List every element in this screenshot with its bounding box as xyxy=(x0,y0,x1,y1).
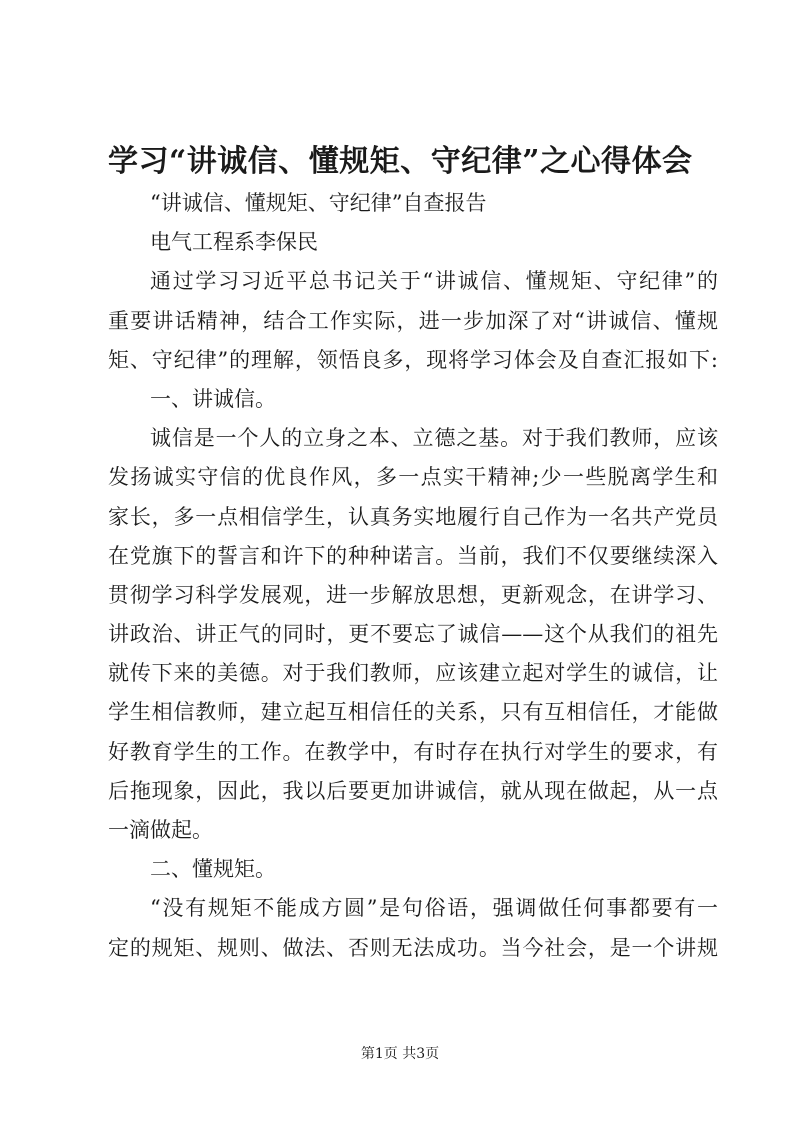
paragraph-line: 好教育学生的工作。在教学中，有时存在执行对学生的要求，有 xyxy=(108,739,718,764)
paragraph-line: 矩、守纪律”的理解，领悟良多，现将学习体会及自查汇报如下: xyxy=(108,347,718,372)
paragraph-line: 学生相信教师，建立起互相信任的关系，只有互相信任，才能做 xyxy=(108,700,718,725)
paragraph-line: 贯彻学习科学发展观，进一步解放思想，更新观念，在讲学习、 xyxy=(108,582,718,607)
author-line: 电气工程系李保民 xyxy=(150,230,318,255)
paragraph-line: 定的规矩、规则、做法、否则无法成功。当今社会，是一个讲规 xyxy=(108,935,718,960)
paragraph-line: 诚信是一个人的立身之本、立德之基。对于我们教师，应该 xyxy=(150,426,718,451)
paragraph-line: 通过学习习近平总书记关于“讲诚信、懂规矩、守纪律”的 xyxy=(150,269,718,294)
paragraph-line: 就传下来的美德。对于我们教师，应该建立起对学生的诚信，让 xyxy=(108,661,718,686)
paragraph-line: 后拖现象，因此，我以后要更加讲诚信，就从现在做起，从一点 xyxy=(108,778,718,803)
page-number-text: 第1页 共3页 xyxy=(360,1046,440,1062)
paragraph-line: 讲政治、讲正气的同时，更不要忘了诚信——这个从我们的祖先 xyxy=(108,622,718,647)
paragraph-line: 重要讲话精神，结合工作实际，进一步加深了对“讲诚信、懂规 xyxy=(108,308,718,333)
paragraph-line: 一滴做起。 xyxy=(108,818,213,842)
paragraph-line: “没有规矩不能成方圆”是句俗语，强调做任何事都要有一 xyxy=(150,896,718,921)
paragraph-line: 在党旗下的誓言和许下的种种诺言。当前，我们不仅要继续深入 xyxy=(108,543,718,568)
document-body xyxy=(108,184,718,968)
paragraph-line: 发扬诚实守信的优良作风，多一点实干精神;少一些脱离学生和 xyxy=(108,465,718,490)
subtitle-line: “讲诚信、懂规矩、守纪律”自查报告 xyxy=(150,191,487,215)
document-title: 学习“讲诚信、懂规矩、守纪律”之心得体会 xyxy=(108,144,693,179)
paragraph-line: 家长，多一点相信学生，认真务实地履行自己作为一名共产党员 xyxy=(108,504,718,529)
page-footer xyxy=(0,1044,800,1064)
section-heading: 一、讲诚信。 xyxy=(150,386,276,411)
section-heading: 二、懂规矩。 xyxy=(150,857,276,882)
